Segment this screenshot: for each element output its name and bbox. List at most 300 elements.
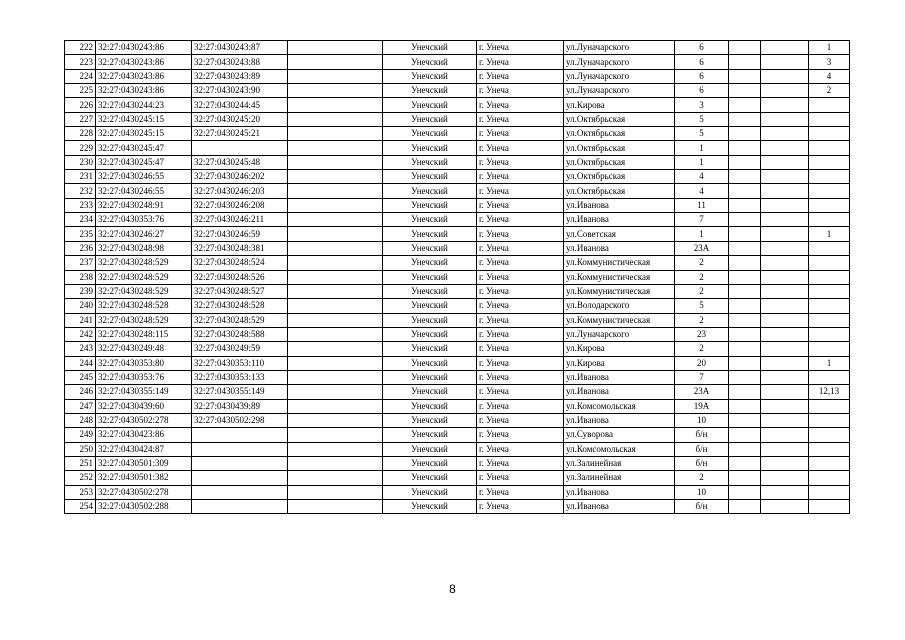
- row-number-cell: 232: [65, 184, 96, 198]
- apartment-number-cell: [809, 141, 850, 155]
- empty-cell: [761, 385, 809, 399]
- district-cell: Унечский: [383, 69, 477, 83]
- table-row: [65, 413, 850, 427]
- empty-cell: [288, 227, 383, 241]
- empty-cell: [761, 442, 809, 456]
- cadastral-number-cell: 32:27:0430355:149: [96, 385, 192, 399]
- apartment-number-cell: [809, 112, 850, 126]
- city-cell: г. Унеча: [477, 327, 564, 341]
- object-cadastral-number-cell: 32:27:0430353:110: [192, 356, 288, 370]
- empty-cell: [729, 98, 761, 112]
- cadastral-number-cell: 32:27:0430353:76: [96, 370, 192, 384]
- street-cell: ул.Иванова: [564, 500, 675, 514]
- row-number-cell: 237: [65, 256, 96, 270]
- row-number-cell: 235: [65, 227, 96, 241]
- empty-cell: [288, 127, 383, 141]
- city-cell: г. Унеча: [477, 471, 564, 485]
- row-number-cell: 230: [65, 155, 96, 169]
- empty-cell: [729, 313, 761, 327]
- empty-cell: [761, 170, 809, 184]
- house-number-cell: 1: [675, 155, 729, 169]
- row-number-cell: 246: [65, 385, 96, 399]
- empty-cell: [729, 55, 761, 69]
- apartment-number-cell: 4: [809, 69, 850, 83]
- house-number-cell: 19А: [675, 399, 729, 413]
- empty-cell: [729, 141, 761, 155]
- cadastral-number-cell: 32:27:0430248:91: [96, 198, 192, 212]
- cadastral-number-cell: 32:27:0430249:48: [96, 342, 192, 356]
- empty-cell: [288, 284, 383, 298]
- city-cell: г. Унеча: [477, 428, 564, 442]
- empty-cell: [761, 284, 809, 298]
- table-row: [65, 127, 850, 141]
- cadastral-number-cell: 32:27:0430248:115: [96, 327, 192, 341]
- row-number-cell: 222: [65, 41, 96, 55]
- empty-cell: [288, 98, 383, 112]
- empty-cell: [729, 155, 761, 169]
- empty-cell: [729, 198, 761, 212]
- empty-cell: [288, 500, 383, 514]
- district-cell: Унечский: [383, 170, 477, 184]
- empty-cell: [729, 284, 761, 298]
- object-cadastral-number-cell: [192, 500, 288, 514]
- empty-cell: [288, 184, 383, 198]
- house-number-cell: 10: [675, 485, 729, 499]
- empty-cell: [761, 41, 809, 55]
- row-number-cell: 227: [65, 112, 96, 126]
- house-number-cell: 7: [675, 213, 729, 227]
- empty-cell: [288, 170, 383, 184]
- row-number-cell: 242: [65, 327, 96, 341]
- district-cell: Унечский: [383, 428, 477, 442]
- empty-cell: [729, 84, 761, 98]
- house-number-cell: б/н: [675, 442, 729, 456]
- street-cell: ул.Октябрьская: [564, 127, 675, 141]
- table-row: [65, 112, 850, 126]
- district-cell: Унечский: [383, 155, 477, 169]
- cadastral-number-cell: 32:27:0430502:278: [96, 413, 192, 427]
- house-number-cell: 6: [675, 84, 729, 98]
- object-cadastral-number-cell: 32:27:0430248:588: [192, 327, 288, 341]
- city-cell: г. Унеча: [477, 370, 564, 384]
- district-cell: Унечский: [383, 313, 477, 327]
- district-cell: Унечский: [383, 84, 477, 98]
- empty-cell: [729, 442, 761, 456]
- table-row: [65, 370, 850, 384]
- cadastral-number-cell: 32:27:0430423:86: [96, 428, 192, 442]
- empty-cell: [729, 270, 761, 284]
- empty-cell: [288, 327, 383, 341]
- apartment-number-cell: [809, 284, 850, 298]
- city-cell: г. Унеча: [477, 41, 564, 55]
- apartment-number-cell: [809, 98, 850, 112]
- cadastral-number-cell: 32:27:0430246:55: [96, 170, 192, 184]
- city-cell: г. Унеча: [477, 98, 564, 112]
- house-number-cell: 4: [675, 170, 729, 184]
- city-cell: г. Унеча: [477, 456, 564, 470]
- table-row: [65, 500, 850, 514]
- row-number-cell: 236: [65, 241, 96, 255]
- apartment-number-cell: [809, 456, 850, 470]
- street-cell: ул.Октябрьская: [564, 155, 675, 169]
- empty-cell: [761, 256, 809, 270]
- house-number-cell: 23А: [675, 241, 729, 255]
- street-cell: ул.Иванова: [564, 413, 675, 427]
- object-cadastral-number-cell: 32:27:0430244:45: [192, 98, 288, 112]
- object-cadastral-number-cell: 32:27:0430246:211: [192, 213, 288, 227]
- table-row: [65, 471, 850, 485]
- empty-cell: [729, 356, 761, 370]
- empty-cell: [288, 471, 383, 485]
- object-cadastral-number-cell: 32:27:0430439:89: [192, 399, 288, 413]
- apartment-number-cell: [809, 342, 850, 356]
- empty-cell: [729, 485, 761, 499]
- district-cell: Унечский: [383, 327, 477, 341]
- house-number-cell: 11: [675, 198, 729, 212]
- district-cell: Унечский: [383, 485, 477, 499]
- empty-cell: [761, 428, 809, 442]
- object-cadastral-number-cell: 32:27:0430355:149: [192, 385, 288, 399]
- empty-cell: [288, 342, 383, 356]
- city-cell: г. Унеча: [477, 313, 564, 327]
- table-row: [65, 98, 850, 112]
- district-cell: Унечский: [383, 299, 477, 313]
- cadastral-number-cell: 32:27:0430248:528: [96, 299, 192, 313]
- table-row: [65, 256, 850, 270]
- table-row: [65, 313, 850, 327]
- cadastral-number-cell: 32:27:0430248:529: [96, 284, 192, 298]
- object-cadastral-number-cell: 32:27:0430245:48: [192, 155, 288, 169]
- table-body: [65, 41, 850, 514]
- street-cell: ул.Кирова: [564, 356, 675, 370]
- city-cell: г. Унеча: [477, 356, 564, 370]
- table-row: [65, 428, 850, 442]
- house-number-cell: 2: [675, 313, 729, 327]
- object-cadastral-number-cell: 32:27:0430502:298: [192, 413, 288, 427]
- empty-cell: [729, 227, 761, 241]
- apartment-number-cell: [809, 241, 850, 255]
- apartment-number-cell: [809, 299, 850, 313]
- empty-cell: [288, 299, 383, 313]
- city-cell: г. Унеча: [477, 155, 564, 169]
- table-row: [65, 385, 850, 399]
- row-number-cell: 247: [65, 399, 96, 413]
- empty-cell: [288, 385, 383, 399]
- empty-cell: [729, 413, 761, 427]
- house-number-cell: 6: [675, 69, 729, 83]
- street-cell: ул.Октябрьская: [564, 184, 675, 198]
- street-cell: ул.Октябрьская: [564, 141, 675, 155]
- house-number-cell: 2: [675, 471, 729, 485]
- apartment-number-cell: 1: [809, 227, 850, 241]
- district-cell: Унечский: [383, 500, 477, 514]
- cadastral-number-cell: 32:27:0430245:15: [96, 112, 192, 126]
- district-cell: Унечский: [383, 356, 477, 370]
- street-cell: ул.Октябрьская: [564, 112, 675, 126]
- street-cell: ул.Луначарского: [564, 41, 675, 55]
- object-cadastral-number-cell: 32:27:0430249:59: [192, 342, 288, 356]
- cadastral-number-cell: 32:27:0430439:60: [96, 399, 192, 413]
- empty-cell: [761, 98, 809, 112]
- empty-cell: [761, 84, 809, 98]
- street-cell: ул.Кирова: [564, 342, 675, 356]
- house-number-cell: 5: [675, 299, 729, 313]
- empty-cell: [761, 141, 809, 155]
- empty-cell: [761, 327, 809, 341]
- house-number-cell: 2: [675, 270, 729, 284]
- cadastral-number-cell: 32:27:0430248:529: [96, 313, 192, 327]
- empty-cell: [288, 413, 383, 427]
- apartment-number-cell: [809, 370, 850, 384]
- object-cadastral-number-cell: 32:27:0430248:381: [192, 241, 288, 255]
- cadastral-number-cell: 32:27:0430353:80: [96, 356, 192, 370]
- empty-cell: [729, 170, 761, 184]
- street-cell: ул.Иванова: [564, 385, 675, 399]
- district-cell: Унечский: [383, 198, 477, 212]
- cadastral-number-cell: 32:27:0430248:529: [96, 256, 192, 270]
- city-cell: г. Унеча: [477, 112, 564, 126]
- empty-cell: [761, 55, 809, 69]
- city-cell: г. Унеча: [477, 500, 564, 514]
- empty-cell: [761, 227, 809, 241]
- empty-cell: [761, 356, 809, 370]
- district-cell: Унечский: [383, 413, 477, 427]
- district-cell: Унечский: [383, 55, 477, 69]
- cadastral-number-cell: 32:27:0430502:288: [96, 500, 192, 514]
- city-cell: г. Унеча: [477, 184, 564, 198]
- city-cell: г. Унеча: [477, 485, 564, 499]
- house-number-cell: 1: [675, 141, 729, 155]
- empty-cell: [729, 342, 761, 356]
- row-number-cell: 225: [65, 84, 96, 98]
- house-number-cell: 3: [675, 98, 729, 112]
- apartment-number-cell: [809, 313, 850, 327]
- street-cell: ул.Иванова: [564, 213, 675, 227]
- house-number-cell: б/н: [675, 500, 729, 514]
- street-cell: ул.Иванова: [564, 241, 675, 255]
- empty-cell: [288, 456, 383, 470]
- house-number-cell: 7: [675, 370, 729, 384]
- district-cell: Унечский: [383, 141, 477, 155]
- object-cadastral-number-cell: 32:27:0430246:59: [192, 227, 288, 241]
- row-number-cell: 253: [65, 485, 96, 499]
- object-cadastral-number-cell: 32:27:0430248:524: [192, 256, 288, 270]
- city-cell: г. Унеча: [477, 241, 564, 255]
- street-cell: ул.Советская: [564, 227, 675, 241]
- table-row: [65, 485, 850, 499]
- cadastral-number-cell: 32:27:0430353:76: [96, 213, 192, 227]
- street-cell: ул.Комсомольская: [564, 399, 675, 413]
- row-number-cell: 229: [65, 141, 96, 155]
- row-number-cell: 226: [65, 98, 96, 112]
- street-cell: ул.Иванова: [564, 485, 675, 499]
- object-cadastral-number-cell: 32:27:0430243:89: [192, 69, 288, 83]
- house-number-cell: 6: [675, 41, 729, 55]
- empty-cell: [761, 471, 809, 485]
- street-cell: ул.Коммунистическая: [564, 256, 675, 270]
- table-row: [65, 327, 850, 341]
- empty-cell: [288, 213, 383, 227]
- row-number-cell: 248: [65, 413, 96, 427]
- city-cell: г. Унеча: [477, 84, 564, 98]
- district-cell: Унечский: [383, 184, 477, 198]
- empty-cell: [729, 399, 761, 413]
- cadastral-number-cell: 32:27:0430501:382: [96, 471, 192, 485]
- district-cell: Унечский: [383, 270, 477, 284]
- row-number-cell: 223: [65, 55, 96, 69]
- empty-cell: [729, 127, 761, 141]
- city-cell: г. Унеча: [477, 198, 564, 212]
- house-number-cell: б/н: [675, 428, 729, 442]
- row-number-cell: 238: [65, 270, 96, 284]
- object-cadastral-number-cell: 32:27:0430243:87: [192, 41, 288, 55]
- empty-cell: [288, 399, 383, 413]
- row-number-cell: 231: [65, 170, 96, 184]
- table-row: [65, 155, 850, 169]
- empty-cell: [288, 155, 383, 169]
- object-cadastral-number-cell: 32:27:0430246:202: [192, 170, 288, 184]
- street-cell: ул.Луначарского: [564, 84, 675, 98]
- page-number: 8: [449, 582, 456, 596]
- object-cadastral-number-cell: 32:27:0430243:90: [192, 84, 288, 98]
- empty-cell: [761, 270, 809, 284]
- row-number-cell: 239: [65, 284, 96, 298]
- empty-cell: [288, 442, 383, 456]
- apartment-number-cell: [809, 413, 850, 427]
- row-number-cell: 243: [65, 342, 96, 356]
- empty-cell: [288, 41, 383, 55]
- row-number-cell: 254: [65, 500, 96, 514]
- apartment-number-cell: [809, 442, 850, 456]
- city-cell: г. Унеча: [477, 227, 564, 241]
- empty-cell: [729, 500, 761, 514]
- house-number-cell: 5: [675, 112, 729, 126]
- district-cell: Унечский: [383, 385, 477, 399]
- table-row: [65, 41, 850, 55]
- house-number-cell: б/н: [675, 456, 729, 470]
- district-cell: Унечский: [383, 112, 477, 126]
- city-cell: г. Унеча: [477, 69, 564, 83]
- district-cell: Унечский: [383, 399, 477, 413]
- empty-cell: [761, 127, 809, 141]
- empty-cell: [288, 84, 383, 98]
- row-number-cell: 233: [65, 198, 96, 212]
- empty-cell: [288, 313, 383, 327]
- empty-cell: [729, 327, 761, 341]
- city-cell: г. Унеча: [477, 170, 564, 184]
- empty-cell: [729, 299, 761, 313]
- empty-cell: [729, 471, 761, 485]
- cadastral-number-cell: 32:27:0430245:15: [96, 127, 192, 141]
- apartment-number-cell: 12,13: [809, 385, 850, 399]
- empty-cell: [761, 198, 809, 212]
- empty-cell: [761, 500, 809, 514]
- house-number-cell: 5: [675, 127, 729, 141]
- table-row: [65, 284, 850, 298]
- empty-cell: [729, 69, 761, 83]
- row-number-cell: 240: [65, 299, 96, 313]
- row-number-cell: 234: [65, 213, 96, 227]
- district-cell: Унечский: [383, 456, 477, 470]
- district-cell: Унечский: [383, 241, 477, 255]
- object-cadastral-number-cell: 32:27:0430243:88: [192, 55, 288, 69]
- empty-cell: [729, 112, 761, 126]
- house-number-cell: 2: [675, 256, 729, 270]
- city-cell: г. Унеча: [477, 141, 564, 155]
- district-cell: Унечский: [383, 256, 477, 270]
- house-number-cell: 23А: [675, 385, 729, 399]
- row-number-cell: 241: [65, 313, 96, 327]
- cadastral-number-cell: 32:27:0430501:309: [96, 456, 192, 470]
- object-cadastral-number-cell: 32:27:0430248:526: [192, 270, 288, 284]
- table-row: [65, 270, 850, 284]
- table-row: [65, 184, 850, 198]
- table-row: [65, 241, 850, 255]
- table-row: [65, 442, 850, 456]
- apartment-number-cell: [809, 500, 850, 514]
- object-cadastral-number-cell: 32:27:0430248:528: [192, 299, 288, 313]
- empty-cell: [729, 41, 761, 55]
- cadastral-number-cell: 32:27:0430246:27: [96, 227, 192, 241]
- empty-cell: [761, 370, 809, 384]
- cadastral-number-cell: 32:27:0430246:55: [96, 184, 192, 198]
- apartment-number-cell: [809, 399, 850, 413]
- street-cell: ул.Залинейная: [564, 471, 675, 485]
- city-cell: г. Унеча: [477, 284, 564, 298]
- city-cell: г. Унеча: [477, 127, 564, 141]
- apartment-number-cell: [809, 428, 850, 442]
- street-cell: ул.Суворова: [564, 428, 675, 442]
- empty-cell: [761, 112, 809, 126]
- object-cadastral-number-cell: [192, 471, 288, 485]
- apartment-number-cell: [809, 170, 850, 184]
- row-number-cell: 250: [65, 442, 96, 456]
- house-number-cell: 4: [675, 184, 729, 198]
- cadastral-number-cell: 32:27:0430248:98: [96, 241, 192, 255]
- district-cell: Унечский: [383, 41, 477, 55]
- object-cadastral-number-cell: 32:27:0430248:527: [192, 284, 288, 298]
- empty-cell: [288, 198, 383, 212]
- city-cell: г. Унеча: [477, 213, 564, 227]
- empty-cell: [288, 356, 383, 370]
- empty-cell: [761, 299, 809, 313]
- registry-table: [64, 40, 850, 514]
- row-number-cell: 224: [65, 69, 96, 83]
- street-cell: ул.Кирова: [564, 98, 675, 112]
- empty-cell: [729, 241, 761, 255]
- city-cell: г. Унеча: [477, 55, 564, 69]
- street-cell: ул.Иванова: [564, 370, 675, 384]
- city-cell: г. Унеча: [477, 413, 564, 427]
- street-cell: ул.Комсомольская: [564, 442, 675, 456]
- city-cell: г. Унеча: [477, 299, 564, 313]
- table-row: [65, 213, 850, 227]
- empty-cell: [288, 69, 383, 83]
- house-number-cell: 2: [675, 342, 729, 356]
- table-row: [65, 69, 850, 83]
- empty-cell: [761, 184, 809, 198]
- empty-cell: [761, 456, 809, 470]
- table-row: [65, 227, 850, 241]
- empty-cell: [288, 55, 383, 69]
- empty-cell: [761, 399, 809, 413]
- row-number-cell: 251: [65, 456, 96, 470]
- cadastral-number-cell: 32:27:0430243:86: [96, 55, 192, 69]
- cadastral-number-cell: 32:27:0430243:86: [96, 69, 192, 83]
- cadastral-number-cell: 32:27:0430245:47: [96, 155, 192, 169]
- table-row: [65, 356, 850, 370]
- table-row: [65, 342, 850, 356]
